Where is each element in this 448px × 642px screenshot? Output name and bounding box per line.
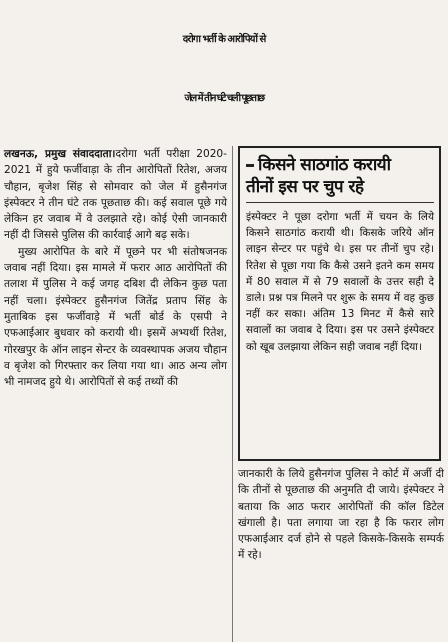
dateline: लखनऊ, प्रमुख संवाददाता। (4, 148, 116, 160)
sidebar-box (238, 146, 441, 461)
article-paragraph-3: जानकारी के लिये हुसैनगंज पुलिस ने कोर्ट में अर्जी दी कि तीनों से पूछताछ की अनुमति दी जाये। इंस्पेक्टर ने बताया कि आठ फरार आरोपितों की कॉल डिटेल खंगाली है। पता लगाया जा रहा है कि फरार लोग एफआईआर दर्ज होने से पहले किसके-किसके सम्पर्क में रहे। (238, 468, 444, 562)
sidebar-title-rule (246, 202, 434, 203)
column-divider (232, 146, 233, 642)
sidebar-title-line-1 (246, 154, 434, 176)
sidebar-title-line-1-text: किसने साठगांठ करायी (258, 155, 391, 175)
headline-line-2: जेल में तीन घंटे चली पूछताछ (184, 93, 264, 104)
article-paragraph-2: मुख्य आरोपित के बारे में पूछने पर भी संतोषजनक जवाब नहीं दिया। इस मामले में फरार आठ आरोपितों की तलाश में पुलिस ने कई जगह दबिश दी लेकिन कुछ पता नहीं चला। इंस्पेक्टर हुसैनगंज जितेंद्र प्रताप सिंह के मुताबिक इस फर्जीवाड़े में भर्ती बोर्ड के एसपी ने एफआईआर बुधवार को करायी थी। इसमें अभ्यर्थी रितेश, गोरखपुर के ऑन लाइन सेन्टर के व्यवस्थापक अजय चौहान व बृजेश को गिरफ्तार कर लिया गया था। आठ अन्य लोग भी नामजद हुये थे। आरोपितों से कई तथ्यों की (4, 245, 227, 389)
title-bar-marker (246, 164, 254, 167)
article-left-column (4, 146, 227, 390)
article-paragraph-1-text: दरोगा भर्ती परीक्षा 2020-2021 में हुये फर्जीवाड़ा के तीन आरोपितों रितेश, अजय चौहान, बृजेश सिंह से सोमवार को जेल में हुसैनगंज इंस्पेक्टर ने तीन घंटे तक पूछताछ की। कई सवाल पूछे गये लेकिन हर जवाब में वे उलझाते रहे। कोई ऐसी जानकारी नहीं दी जिससे पुलिस की कार्रवाई आगे बढ़ सके। (4, 148, 227, 242)
headline-line-1: दरोगा भर्ती के आरोपियों से (182, 34, 266, 45)
article-paragraph-1 (4, 146, 227, 244)
sidebar-body: इंस्पेक्टर ने पूछा दरोगा भर्ती में चयन के लिये किसने साठगांठ करायी थी। किसके जरिये ऑन लाइन सेन्टर पर पहुंचे थे। इस पर तीनों चुप रहे। रितेश से पूछा गया कि कैसे उसने इतने कम समय में 80 सवाल में से 79 सवालों के उत्तर सही दे डाले। प्रश्न पत्र मिलने पर शुरू के समय में वह कुछ नहीं कर सका। अंतिम 13 मिनट में कैसे सारे सवालों का जवाब दे दिया। इस पर उसने इंस्पेक्टर को खूब उलझाया लेकिन सही जवाब नहीं दिया। (246, 211, 434, 353)
sidebar-title-line-2: तीनों इस पर चुप रहे (246, 177, 364, 197)
article-right-column (238, 466, 444, 564)
